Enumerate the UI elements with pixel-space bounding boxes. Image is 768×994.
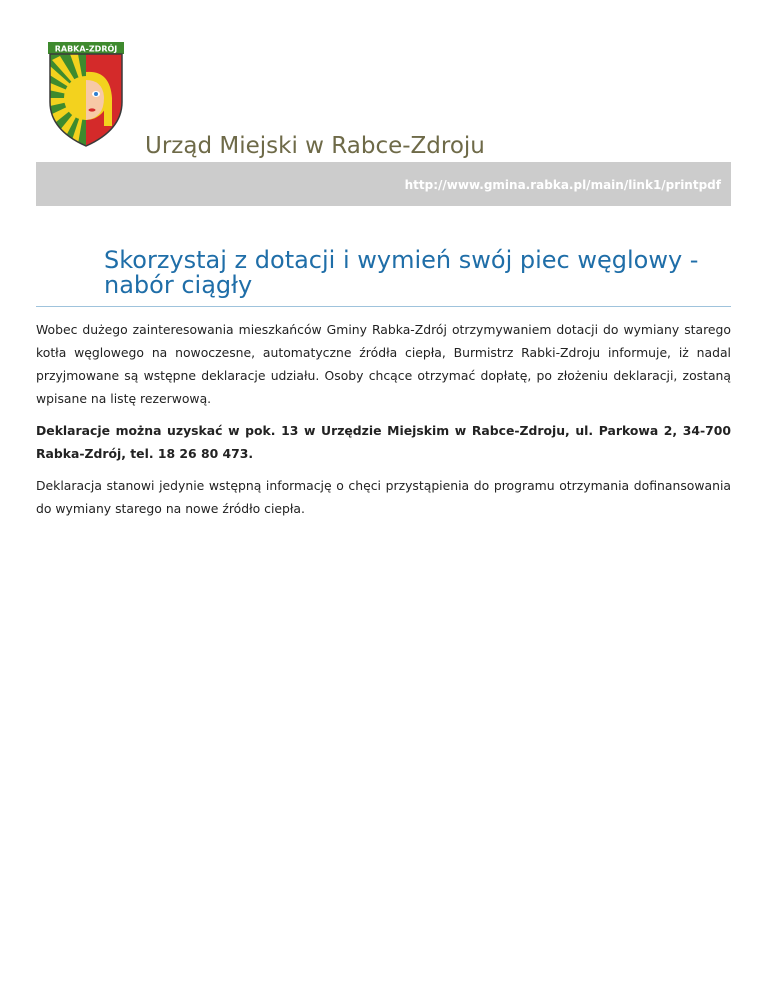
title-divider xyxy=(36,306,731,307)
paragraph-note: Deklaracja stanowi jedynie wstępną informację o chęci przystąpienia do programu otrzymania dofinansowania do wymiany starego na nowe źródło ciepła. xyxy=(36,478,731,516)
url-bar xyxy=(36,162,731,206)
rabka-crest-logo xyxy=(46,40,126,148)
paragraph-contact: Deklaracje można uzyskać w pok. 13 w Urzędzie Miejskim w Rabce-Zdroju, ul. Parkowa 2, 34-700 Rabka-Zdrój, tel. 18 26 80 473. xyxy=(36,423,731,461)
article-body xyxy=(36,318,731,529)
paragraph-intro: Wobec dużego zainteresowania mieszkańców Gminy Rabka-Zdrój otrzymywaniem dotacji do wymiany starego kotła węglowego na nowoczesne, automatyczne źródła ciepła, Burmistrz Rabki-Zdroju informuje, iż nadal przyjmowane są wstępne deklaracje udziału. Osoby chcące otrzymać dopłatę, po złożeniu deklaracji, zostaną wpisane na listę rezerwową. xyxy=(36,322,731,406)
crest-text: RABKA-ZDRÓJ xyxy=(54,44,118,54)
crest-shield-icon xyxy=(46,40,126,148)
site-title: Urząd Miejski w Rabce-Zdroju xyxy=(145,133,485,159)
page-url[interactable]: http://www.gmina.rabka.pl/main/link1/printpdf xyxy=(404,178,721,192)
article-title: Skorzystaj z dotacji i wymień swój piec węglowy - nabór ciągły xyxy=(104,246,699,299)
